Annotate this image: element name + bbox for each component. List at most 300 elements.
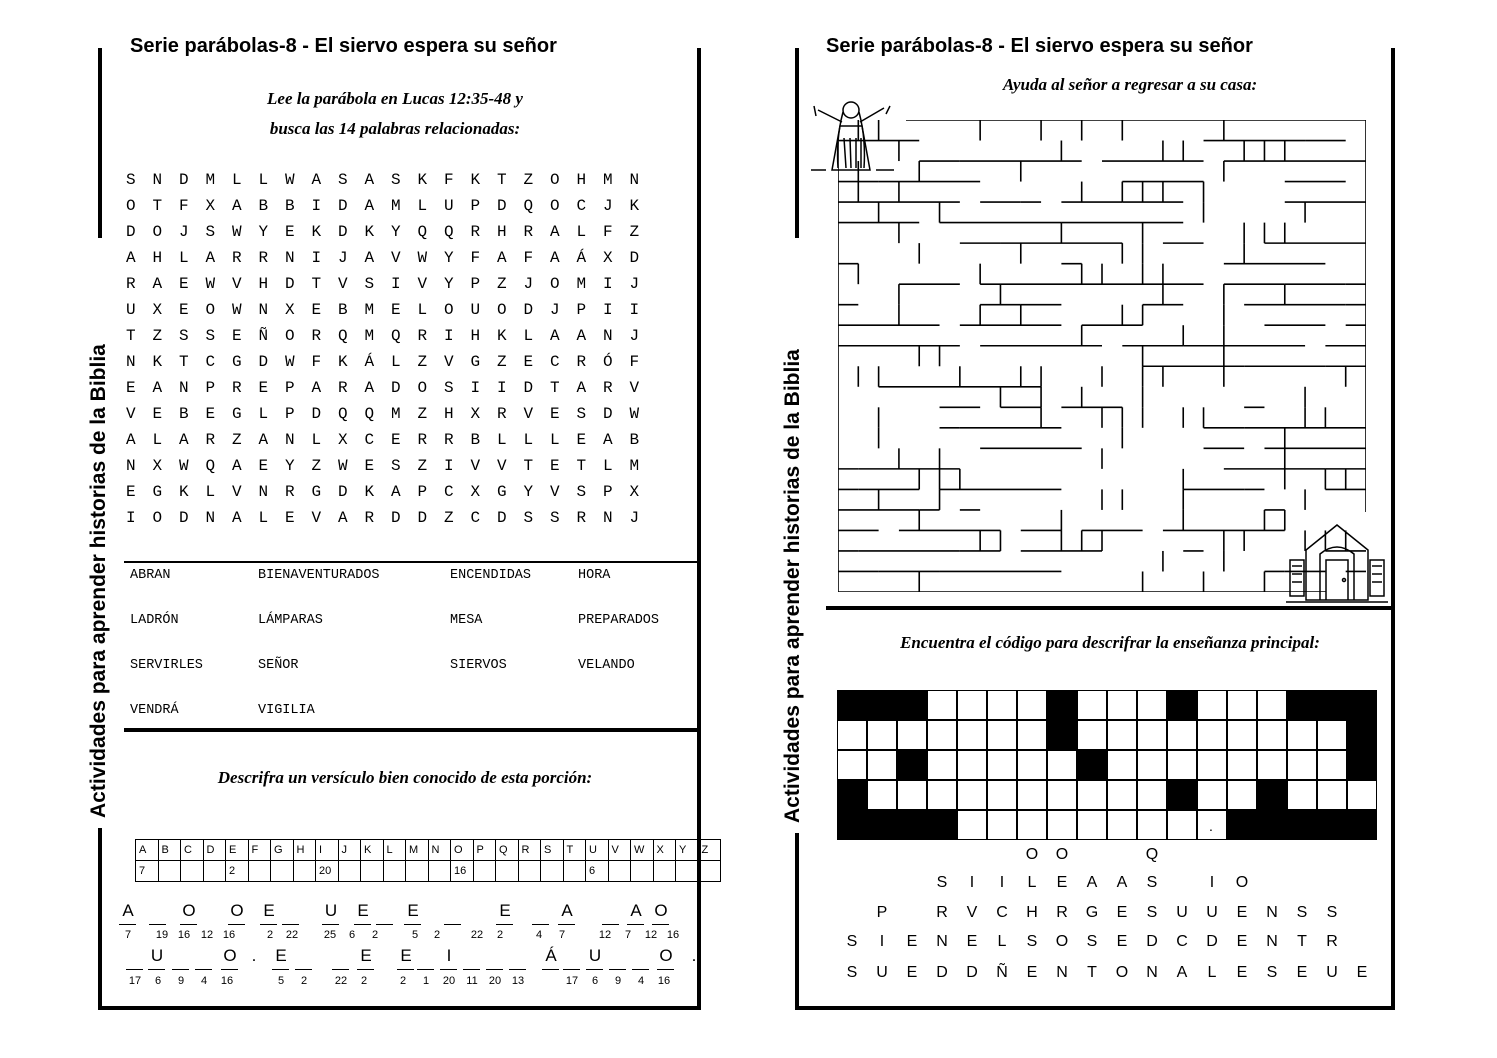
code-grid-cell[interactable] xyxy=(1017,720,1047,750)
clue-letter: T xyxy=(1087,964,1097,981)
decoded-letter: O xyxy=(182,901,196,920)
letter-blank[interactable] xyxy=(509,969,526,970)
code-grid-cell[interactable] xyxy=(897,720,927,750)
code-grid-cell[interactable] xyxy=(927,690,957,720)
cipher-letter-cell: H xyxy=(293,840,316,861)
cipher-number-cell[interactable] xyxy=(248,861,271,882)
letter-blank[interactable] xyxy=(148,969,165,970)
instruction-line: Ayuda al señor a regresar a su casa: xyxy=(1002,75,1258,94)
clue-letter: T xyxy=(1297,933,1307,950)
cipher-letter-cell: L xyxy=(383,840,406,861)
clue-letter: I xyxy=(969,874,975,891)
clue-letter: E xyxy=(1026,964,1038,981)
clue-letter: A xyxy=(1116,874,1128,891)
letter-blank[interactable] xyxy=(496,924,513,925)
page-title: Serie parábolas-8 - El siervo espera su señor xyxy=(826,35,1253,57)
word-list-item: PREPARADOS xyxy=(578,613,660,628)
cipher-number: 22 xyxy=(470,929,484,941)
code-grid-cell[interactable] xyxy=(1257,720,1287,750)
code-grid-cell[interactable] xyxy=(1107,750,1137,780)
cipher-letter-cell: G xyxy=(271,840,294,861)
clue-letter: E xyxy=(966,933,978,950)
code-grid-cell[interactable] xyxy=(1317,720,1347,750)
letter-blank[interactable] xyxy=(397,969,414,970)
cipher-number-cell[interactable] xyxy=(361,861,384,882)
letter-blank[interactable] xyxy=(272,969,289,970)
clue-letter: O xyxy=(1115,964,1129,981)
code-grid-cell[interactable] xyxy=(1137,750,1167,780)
cipher-number: 17 xyxy=(128,975,142,987)
code-grid-cell[interactable] xyxy=(987,810,1017,840)
clue-letter: U xyxy=(876,964,888,981)
letter-blank[interactable] xyxy=(322,924,339,925)
letter-blank[interactable] xyxy=(404,924,421,925)
code-grid-block xyxy=(1257,810,1287,840)
code-grid-cell[interactable] xyxy=(1347,780,1377,810)
decoded-letter: E xyxy=(407,901,419,920)
cipher-number: 16 xyxy=(657,975,671,987)
cipher-number: 5 xyxy=(277,975,285,987)
word-list-item: VIGILIA xyxy=(258,703,315,718)
word-list-item: SEÑOR xyxy=(258,658,299,673)
letter-blank[interactable] xyxy=(444,924,461,925)
cipher-number-cell[interactable]: 6 xyxy=(586,861,609,882)
cipher-number-cell[interactable]: 16 xyxy=(451,861,474,882)
clue-letter: I xyxy=(879,933,885,950)
letter-blank[interactable] xyxy=(260,924,277,925)
cipher-letter-cell: O xyxy=(451,840,474,861)
cipher-number: 7 xyxy=(624,929,632,941)
cipher-number: 22 xyxy=(334,975,348,987)
cipher-number-cell[interactable] xyxy=(608,861,631,882)
code-grid-cell[interactable] xyxy=(1227,780,1257,810)
grid-row: U X E O W N X E B M E L O U O D J P I I xyxy=(126,301,640,319)
clue-letter: S xyxy=(846,964,858,981)
letter-blank[interactable] xyxy=(586,969,603,970)
clue-letter: E xyxy=(1236,964,1248,981)
cipher-number: 5 xyxy=(411,929,419,941)
instruction-line: Descrifra un versículo bien conocido de esta porción: xyxy=(217,768,593,787)
cipher-letter-cell: S xyxy=(541,840,564,861)
code-grid-block xyxy=(1077,750,1107,780)
cipher-letter-cell: W xyxy=(631,840,654,861)
grid-row: V E B E G L P D Q Q M Z H X R V E S D W xyxy=(126,405,640,423)
cipher-number-cell[interactable] xyxy=(698,861,721,882)
decoded-letter: . xyxy=(691,946,697,965)
code-grid-cell[interactable] xyxy=(837,750,867,780)
letter-blank[interactable] xyxy=(558,924,575,925)
code-grid-block xyxy=(867,810,897,840)
cipher-number-cell[interactable] xyxy=(653,861,676,882)
word-list-item: HORA xyxy=(578,568,611,583)
letter-blank[interactable] xyxy=(463,969,480,970)
letter-blank[interactable] xyxy=(295,969,312,970)
cipher-number-cell[interactable] xyxy=(518,861,541,882)
code-grid-cell[interactable] xyxy=(1227,690,1257,720)
letter-blank[interactable] xyxy=(149,924,166,925)
letter-blank[interactable] xyxy=(357,969,374,970)
code-grid-block xyxy=(867,690,897,720)
right-frame-bottom xyxy=(795,1006,1395,1010)
clue-letter: D xyxy=(1146,933,1158,950)
cipher-letter-cell: I xyxy=(316,840,339,861)
decoded-letter: E xyxy=(275,946,287,965)
letter-blank[interactable] xyxy=(119,924,136,925)
cipher-letter-cell: Q xyxy=(496,840,519,861)
decoded-letter: O xyxy=(654,901,668,920)
code-grid-cell[interactable] xyxy=(1197,690,1227,720)
clue-letter: S xyxy=(1026,933,1038,950)
cipher-number-cell[interactable] xyxy=(428,861,451,882)
clue-letter: E xyxy=(1236,904,1248,921)
code-grid-cell[interactable] xyxy=(1107,810,1137,840)
code-grid-block xyxy=(927,810,957,840)
clue-letter: S xyxy=(936,874,948,891)
code-grid-cell[interactable] xyxy=(1017,750,1047,780)
cipher-number-cell[interactable] xyxy=(338,861,361,882)
cipher-letter-cell: B xyxy=(158,840,181,861)
clue-letter: N xyxy=(1146,964,1158,981)
letter-blank[interactable] xyxy=(417,969,434,970)
decoded-letter: E xyxy=(360,946,372,965)
cipher-letter-cell: D xyxy=(203,840,226,861)
letter-blank[interactable] xyxy=(440,969,457,970)
letter-blank[interactable] xyxy=(221,969,238,970)
code-grid-cell[interactable] xyxy=(1077,810,1107,840)
clue-letter: E xyxy=(1356,964,1368,981)
code-grid-cell[interactable] xyxy=(867,750,897,780)
clue-letter: A xyxy=(1176,964,1188,981)
code-grid-cell[interactable] xyxy=(1257,750,1287,780)
code-grid-cell[interactable] xyxy=(1137,690,1167,720)
clue-letter: S xyxy=(1266,964,1278,981)
letter-blank[interactable] xyxy=(627,924,644,925)
letter-blank[interactable] xyxy=(195,969,212,970)
word-list-item: SIERVOS xyxy=(450,658,507,673)
code-grid-cell[interactable] xyxy=(1167,810,1197,840)
clue-letter: S xyxy=(1086,933,1098,950)
cipher-number-cell[interactable]: 20 xyxy=(316,861,339,882)
cipher-letter-cell: J xyxy=(338,840,361,861)
letter-blank[interactable] xyxy=(652,924,669,925)
code-grid-cell[interactable] xyxy=(1047,810,1077,840)
letter-blank[interactable] xyxy=(486,969,503,970)
letter-blank[interactable] xyxy=(602,924,619,925)
letter-blank[interactable] xyxy=(632,969,649,970)
clue-letter: E xyxy=(1056,874,1068,891)
word-list-item: VENDRÁ xyxy=(130,703,179,718)
cipher-number: 6 xyxy=(591,975,599,987)
cipher-number: 9 xyxy=(614,975,622,987)
word-list-item: LÁMPARAS xyxy=(258,613,323,628)
code-grid-cell[interactable] xyxy=(1017,810,1047,840)
code-grid-cell[interactable] xyxy=(1197,750,1227,780)
cipher-number: 2 xyxy=(371,929,379,941)
code-grid-cell[interactable] xyxy=(1077,720,1107,750)
code-grid-block xyxy=(1167,690,1197,720)
code-grid-cell[interactable] xyxy=(927,750,957,780)
code-grid-cell[interactable] xyxy=(1287,780,1317,810)
code-grid-cell[interactable] xyxy=(987,690,1017,720)
code-grid-block xyxy=(1287,810,1317,840)
letter-blank[interactable] xyxy=(282,924,299,925)
clue-letter: E xyxy=(1236,933,1248,950)
clue-letter: R xyxy=(936,904,948,921)
clue-letter: D xyxy=(966,964,978,981)
code-grid-cell[interactable] xyxy=(1137,780,1167,810)
decoded-letter: . xyxy=(251,946,257,965)
code-grid-cell[interactable] xyxy=(957,690,987,720)
code-grid-block xyxy=(897,690,927,720)
code-grid-cell[interactable] xyxy=(1047,750,1077,780)
letter-blank[interactable] xyxy=(180,924,197,925)
cipher-number-cell[interactable] xyxy=(676,861,699,882)
cipher-letter-cell: N xyxy=(428,840,451,861)
code-grid-cell[interactable] xyxy=(1287,750,1317,780)
cipher-number: 2 xyxy=(433,929,441,941)
code-grid-block xyxy=(1317,810,1347,840)
cipher-number-cell[interactable] xyxy=(541,861,564,882)
letter-blank[interactable] xyxy=(228,924,245,925)
grid-row: D O J S W Y E K D K Y Q Q R H R A L F Z xyxy=(126,223,640,241)
code-grid-cell[interactable] xyxy=(1317,750,1347,780)
grid-row: A L A R Z A N L X C E R R B L L L E A B xyxy=(126,431,640,449)
decoded-letter: O xyxy=(230,901,244,920)
clue-letter: N xyxy=(1056,964,1068,981)
letter-blank[interactable] xyxy=(126,969,143,970)
cipher-letter-cell: M xyxy=(406,840,429,861)
decoded-letter: U xyxy=(324,901,338,920)
cipher-number-cell[interactable]: 2 xyxy=(226,861,249,882)
clue-letter: S xyxy=(1146,874,1158,891)
cipher-letter-cell: R xyxy=(518,840,541,861)
code-grid-block xyxy=(1047,690,1077,720)
code-grid-cell[interactable] xyxy=(1227,750,1257,780)
decoded-letter: O xyxy=(223,946,237,965)
cipher-number-cell[interactable] xyxy=(631,861,654,882)
cipher-number-cell[interactable] xyxy=(158,861,181,882)
cipher-number: 2 xyxy=(360,975,368,987)
clue-letter: E xyxy=(1116,904,1128,921)
side-caption: Actividades para aprender historias de la Biblia xyxy=(87,344,110,818)
clue-letter: L xyxy=(1207,964,1217,981)
letter-blank[interactable] xyxy=(172,969,189,970)
left-divider xyxy=(124,728,699,732)
cipher-number: 6 xyxy=(348,929,356,941)
code-grid-cell[interactable] xyxy=(1107,690,1137,720)
cipher-letter-cell: P xyxy=(473,840,496,861)
clue-letter: E xyxy=(1296,964,1308,981)
decoded-letter: Á xyxy=(545,946,557,965)
letter-blank[interactable] xyxy=(354,924,371,925)
code-grid-cell[interactable] xyxy=(1287,720,1317,750)
cipher-number: 7 xyxy=(124,929,132,941)
code-grid-cell[interactable] xyxy=(927,720,957,750)
code-grid-cell[interactable] xyxy=(957,750,987,780)
clue-letter: E xyxy=(906,964,918,981)
decoded-letter: U xyxy=(588,946,602,965)
code-grid-cell[interactable] xyxy=(1137,810,1167,840)
code-grid-cell[interactable] xyxy=(1167,750,1197,780)
cipher-number: 4 xyxy=(637,975,645,987)
clue-letter: S xyxy=(1296,904,1308,921)
code-grid-cell[interactable] xyxy=(1077,780,1107,810)
code-grid-block xyxy=(897,750,927,780)
right-divider xyxy=(826,606,1393,610)
cipher-number-cell[interactable]: 7 xyxy=(136,861,159,882)
code-grid-cell[interactable] xyxy=(987,750,1017,780)
code-grid-block xyxy=(837,780,867,810)
decoded-letter: O xyxy=(659,946,673,965)
code-grid-cell[interactable] xyxy=(1137,720,1167,750)
code-grid-cell[interactable] xyxy=(867,780,897,810)
code-grid-block xyxy=(1347,690,1377,720)
code-grid-cell[interactable] xyxy=(1047,780,1077,810)
instruction-line: Encuentra el código para descrifrar la enseñanza principal: xyxy=(900,633,1320,652)
cipher-number: 2 xyxy=(300,975,308,987)
decoded-letter: A xyxy=(561,901,573,920)
left-frame-edge xyxy=(98,828,102,1010)
cipher-number: 9 xyxy=(177,975,185,987)
clue-letter: R xyxy=(1056,904,1068,921)
code-grid-block xyxy=(837,810,867,840)
cipher-number-cell[interactable] xyxy=(563,861,586,882)
clue-letter: L xyxy=(997,933,1007,950)
code-grid-cell[interactable] xyxy=(1077,690,1107,720)
letter-blank[interactable] xyxy=(332,969,349,970)
cipher-number: 17 xyxy=(565,975,579,987)
cipher-number-cell[interactable] xyxy=(181,861,204,882)
code-grid-cell[interactable] xyxy=(1107,780,1137,810)
clue-letter: N xyxy=(936,933,948,950)
clue-letter: R xyxy=(1326,933,1338,950)
code-grid-cell[interactable] xyxy=(867,720,897,750)
left-frame-bottom xyxy=(98,1006,701,1010)
cipher-letter-cell: E xyxy=(226,840,249,861)
clue-letter: A xyxy=(1086,874,1098,891)
code-grid-cell[interactable] xyxy=(1017,690,1047,720)
side-caption: Actividades para aprender historias de la Biblia xyxy=(781,349,804,823)
cipher-letter-cell: K xyxy=(361,840,384,861)
cipher-letter-cell: A xyxy=(136,840,159,861)
clue-letter: I xyxy=(1209,874,1215,891)
cipher-number: 16 xyxy=(666,929,680,941)
clue-letter: O xyxy=(1025,846,1039,863)
word-list-item: ABRAN xyxy=(130,568,171,583)
left-divider xyxy=(124,561,699,563)
cipher-number-cell[interactable] xyxy=(271,861,294,882)
clue-letter: D xyxy=(936,964,948,981)
grid-row: E A N P R E P A R A D O S I I D T A R V xyxy=(126,379,640,397)
cipher-letter-cell: U xyxy=(586,840,609,861)
code-grid-cell[interactable] xyxy=(987,720,1017,750)
decoded-letter: U xyxy=(150,946,164,965)
grid-row: E G K L V N R G D K A P C X G Y V S P X xyxy=(126,483,640,501)
right-frame-right xyxy=(1391,48,1395,1010)
period-mark: . xyxy=(1209,818,1213,834)
cipher-number-cell[interactable] xyxy=(293,861,316,882)
code-grid-cell[interactable] xyxy=(957,780,987,810)
code-grid-cell[interactable] xyxy=(1197,780,1227,810)
letter-blank[interactable] xyxy=(657,969,674,970)
code-grid-cell[interactable] xyxy=(1017,780,1047,810)
word-list-item: LADRÓN xyxy=(130,613,179,628)
cipher-letter-cell: Y xyxy=(676,840,699,861)
code-grid-cell[interactable] xyxy=(1167,720,1197,750)
cipher-number-cell[interactable] xyxy=(473,861,496,882)
clue-letter: Ñ xyxy=(996,964,1008,981)
instruction-line: Lee la parábola en Lucas 12:35-48 y xyxy=(267,89,523,108)
cipher-key-table xyxy=(135,839,721,882)
grid-row: N X W Q A E Y Z W E S Z I V V T E T L M xyxy=(126,457,640,475)
code-grid-cell[interactable] xyxy=(957,810,987,840)
clue-letter: O xyxy=(1055,846,1069,863)
decoded-letter: A xyxy=(122,901,134,920)
clue-letter: E xyxy=(906,933,918,950)
cipher-number: 1 xyxy=(422,975,430,987)
letter-blank[interactable] xyxy=(609,969,626,970)
cipher-number: 13 xyxy=(511,975,525,987)
code-grid-cell[interactable] xyxy=(987,780,1017,810)
cipher-number-cell[interactable] xyxy=(383,861,406,882)
right-frame-edge xyxy=(795,48,799,238)
clue-letter: U xyxy=(1206,904,1218,921)
letter-blank[interactable] xyxy=(563,969,580,970)
cipher-number: 4 xyxy=(200,975,208,987)
code-grid-cell[interactable] xyxy=(1257,690,1287,720)
code-grid-cell[interactable] xyxy=(897,780,927,810)
clue-letter: U xyxy=(1176,904,1188,921)
decoded-letter: E xyxy=(400,946,412,965)
grid-row: O T F X A B B I D A M L U P D Q O C J K xyxy=(126,197,640,215)
cipher-number: 2 xyxy=(496,929,504,941)
code-grid-cell[interactable] xyxy=(1317,780,1347,810)
clue-letter: E xyxy=(1116,933,1128,950)
cipher-number: 20 xyxy=(488,975,502,987)
page-title: Serie parábolas-8 - El siervo espera su señor xyxy=(130,35,557,57)
code-grid-block xyxy=(1287,690,1317,720)
code-grid-cell[interactable] xyxy=(927,780,957,810)
clue-letter: N xyxy=(1266,904,1278,921)
letter-blank[interactable] xyxy=(542,969,559,970)
letter-blank[interactable] xyxy=(376,924,393,925)
clue-letter: V xyxy=(966,904,978,921)
cipher-number-cell[interactable] xyxy=(406,861,429,882)
cipher-number-cell[interactable] xyxy=(496,861,519,882)
word-list-item: SERVIRLES xyxy=(130,658,203,673)
code-grid-cell[interactable] xyxy=(957,720,987,750)
clue-letter: N xyxy=(1266,933,1278,950)
grid-row: A H L A R R N I J A V W Y F A F A Á X D xyxy=(126,249,640,267)
clue-letter: S xyxy=(1146,904,1158,921)
clue-letter: S xyxy=(846,933,858,950)
cipher-letter-cell: X xyxy=(653,840,676,861)
code-grid-cell[interactable] xyxy=(837,720,867,750)
code-grid-cell[interactable] xyxy=(1197,720,1227,750)
code-grid-cell[interactable] xyxy=(1107,720,1137,750)
code-grid-cell[interactable] xyxy=(1227,720,1257,750)
clue-letter: O xyxy=(1235,874,1249,891)
letter-blank[interactable] xyxy=(532,924,549,925)
clue-letter: G xyxy=(1085,904,1099,921)
cipher-number-cell[interactable] xyxy=(203,861,226,882)
code-grid-block xyxy=(1347,750,1377,780)
cipher-number: 22 xyxy=(285,929,299,941)
decoded-letter: E xyxy=(357,901,369,920)
cipher-letter-cell: T xyxy=(563,840,586,861)
grid-row: T Z S S E Ñ O R Q M Q R I H K L A A N J xyxy=(126,327,640,345)
cipher-number: 12 xyxy=(644,929,658,941)
